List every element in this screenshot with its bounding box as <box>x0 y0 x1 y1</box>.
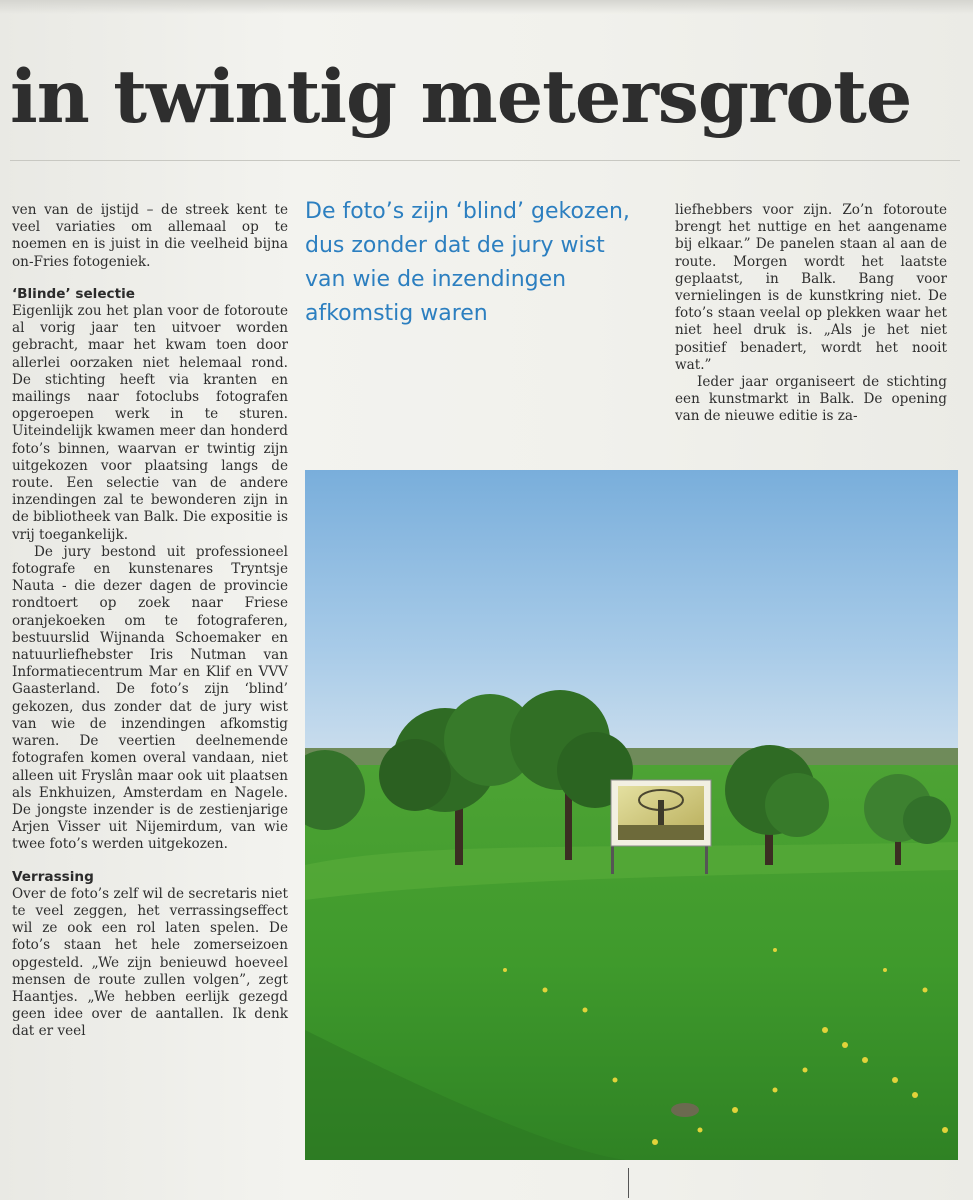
left-column <box>12 202 288 1041</box>
right-column <box>675 202 947 426</box>
landscape-photo-icon <box>305 470 958 1160</box>
section1-paragraph-2: De jury bestond uit professioneel fotografe en kunstenares Tryntsje Nauta - die dezer dagen de provincie rondtoert op zoek naar Friese oranjekoeken om te fotograferen, bestuurslid Wijnanda Schoemaker en natuurliefhebster Iris Nutman van Informatiecentrum Mar en Klif en VVV Gaasterland. De foto’s zijn ‘blind’ gekozen, dus zonder dat de jury wist van wie de inzendingen afkomstig waren. De veertien deelnemende fotografen komen overal vandaan, niet alleen uit Fryslân maar ook uit plaatsen als Enkhuizen, Amsterdam en Nagele. De jongste inzender is de zestienjarige Arjen Visser uit Nijemirdum, van wie twee foto’s werden uitgekozen. <box>12 543 288 853</box>
section1-paragraph-1: Eigenlijk zou het plan voor de fotoroute al vorig jaar ten uitvoer worden gebracht, maar het kwam toen door allerlei oorzaken niet helemaal rond. De stichting heeft via kranten en mailings naar fotoclubs fotografen opgeroepen werk in te sturen. Uiteindelijk kwamen meer dan honderd foto’s binnen, waarvan er twintig zijn uitgekozen voor plaatsing langs de route. Een selectie van de andere inzendingen zal te bewonderen zijn in de bibliotheek van Balk. Die expositie is vrij toegankelijk. <box>12 303 288 543</box>
column-gutter-mark <box>628 1168 629 1198</box>
bird <box>671 1103 699 1117</box>
section-heading-blinde-selectie: ‘Blinde’ selectie <box>12 285 135 302</box>
sky <box>305 470 958 770</box>
page-fold-shadow <box>0 0 973 14</box>
pull-quote: De foto’s zijn ‘blind’ gekozen, dus zonder dat de jury wist van wie de inzendingen afkomstig waren <box>305 199 630 326</box>
article-headline: in twintig metersgrote <box>10 54 912 140</box>
section-heading-verrassing: Verrassing <box>12 868 94 885</box>
intro-paragraph: ven van de ijstijd – de streek kent te veel variaties om allemaal op te noemen en is juist in die veelheid bijna on-Fries fotogeniek. <box>12 202 288 270</box>
right-paragraph-2: Ieder jaar organiseert de stichting een kunstmarkt in Balk. De opening van de nieuwe editie is za- <box>675 374 947 425</box>
landscape-photo <box>305 470 958 1160</box>
right-paragraph-1: liefhebbers voor zijn. Zo’n fotoroute brengt het nuttige en het aangename bij elkaar.” De panelen staan al aan de route. Morgen wordt het laatste geplaatst, in Balk. Bang voor vernielingen is de kunstkring niet. De foto’s staan veelal op plekken waar het niet heel druk is. „Als je het niet positief benadert, wordt het nooit wat.” <box>675 202 947 373</box>
section2-paragraph-1: Over de foto’s zelf wil de secretaris niet te veel zeggen, het verrassingseffect wil ze ook een rol laten spelen. De foto’s staan het hele zomerseizoen opgesteld. „We zijn benieuwd hoeveel mensen de route zullen volgen”, zegt Haantjes. „We hebben eerlijk gezegd geen idee over de aantallen. Ik denk dat er veel <box>12 885 288 1040</box>
headline-divider <box>10 160 960 161</box>
